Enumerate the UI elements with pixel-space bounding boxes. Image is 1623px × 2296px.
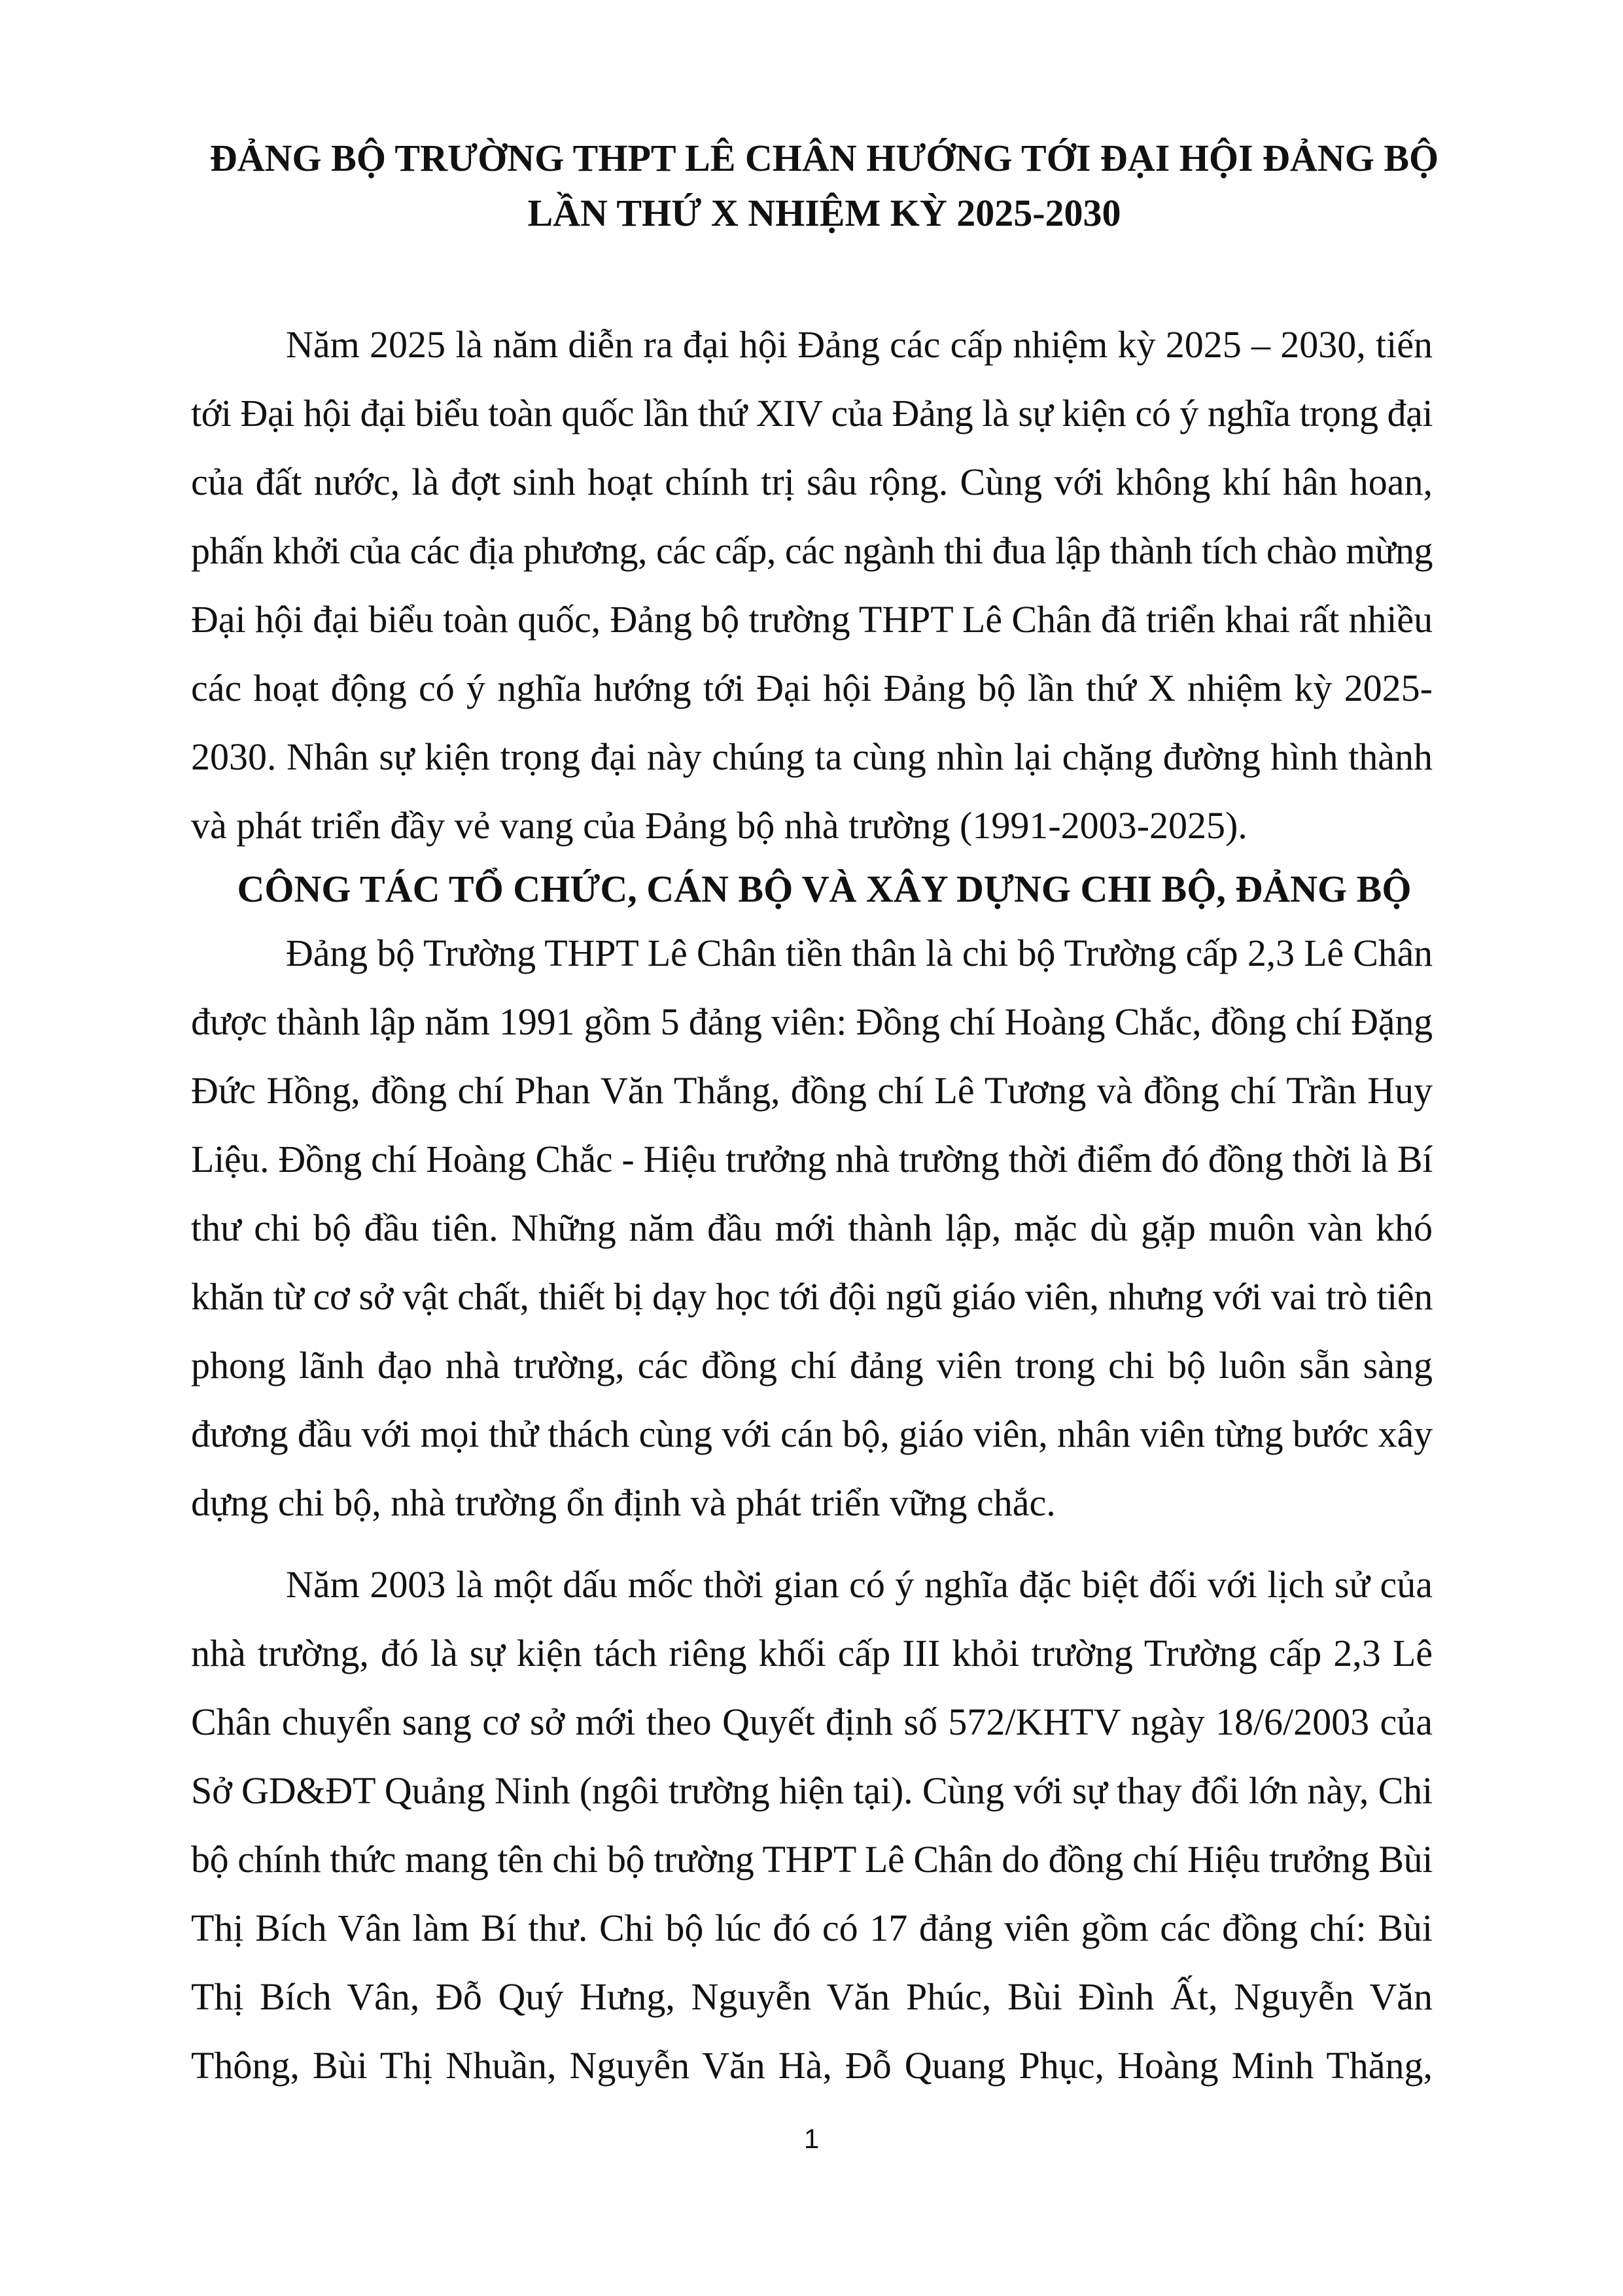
paragraph-3-line: Sở GD&ĐT Quảng Ninh (ngôi trường hiện tại). Cùng với sự thay đổi lớn này, Chi xyxy=(191,1769,1433,1812)
paragraph-3-line: Thị Bích Vân, Đỗ Quý Hưng, Nguyễn Văn Phúc, Bùi Đình Ất, Nguyễn Văn xyxy=(191,1975,1433,2018)
paragraph-1-line: các hoạt động có ý nghĩa hướng tới Đại hội Đảng bộ lần thứ X nhiệm kỳ 2025- xyxy=(191,667,1433,709)
title-line-1: ĐẢNG BỘ TRƯỜNG THPT LÊ CHÂN HƯỚNG TỚI ĐẠI HỘI ĐẢNG BỘ xyxy=(209,137,1439,179)
page-number: 1 xyxy=(803,2123,820,2154)
title-line-2: LẦN THỨ X NHIỆM KỲ 2025-2030 xyxy=(527,192,1121,234)
paragraph-1-line: 2030. Nhân sự kiện trọng đại này chúng ta cùng nhìn lại chặng đường hình thành xyxy=(191,735,1433,778)
paragraph-3-line: Chân chuyển sang cơ sở mới theo Quyết định số 572/KHTV ngày 18/6/2003 của xyxy=(191,1701,1433,1743)
paragraph-2-line: Đức Hồng, đồng chí Phan Văn Thắng, đồng chí Lê Tương và đồng chí Trần Huy xyxy=(191,1069,1433,1112)
paragraph-2-line: Liệu. Đồng chí Hoàng Chắc - Hiệu trưởng nhà trường thời điểm đó đồng thời là Bí xyxy=(191,1138,1433,1180)
paragraph-2-line: khăn từ cơ sở vật chất, thiết bị dạy học tới đội ngũ giáo viên, nhưng với vai trò tiên xyxy=(191,1275,1433,1318)
paragraph-3-line: nhà trường, đó là sự kiện tách riêng khối cấp III khỏi trường Trường cấp 2,3 Lê xyxy=(191,1632,1433,1674)
paragraph-1-line: phấn khởi của các địa phương, các cấp, các ngành thi đua lập thành tích chào mừng xyxy=(191,529,1433,572)
paragraph-3-line: Thị Bích Vân làm Bí thư. Chi bộ lúc đó có 17 đảng viên gồm các đồng chí: Bùi xyxy=(191,1907,1433,1949)
paragraph-1-line: của đất nước, là đợt sinh hoạt chính trị sâu rộng. Cùng với không khí hân hoan, xyxy=(191,461,1433,503)
paragraph-1-line: Năm 2025 là năm diễn ra đại hội Đảng các cấp nhiệm kỳ 2025 – 2030, tiến xyxy=(286,323,1433,366)
paragraph-2-line: được thành lập năm 1991 gồm 5 đảng viên: Đồng chí Hoàng Chắc, đồng chí Đặng xyxy=(191,1000,1433,1043)
paragraph-2-line: phong lãnh đạo nhà trường, các đồng chí đảng viên trong chi bộ luôn sẵn sàng xyxy=(191,1344,1433,1386)
paragraph-1-line: tới Đại hội đại biểu toàn quốc lần thứ XIV của Đảng là sự kiện có ý nghĩa trọng đại xyxy=(191,392,1433,434)
paragraph-1-line: và phát triển đầy vẻ vang của Đảng bộ nhà trường (1991-2003-2025). xyxy=(191,804,1248,847)
paragraph-3-line: bộ chính thức mang tên chi bộ trường THPT Lê Chân do đồng chí Hiệu trưởng Bùi xyxy=(191,1838,1433,1881)
paragraph-3-line: Năm 2003 là một dấu mốc thời gian có ý nghĩa đặc biệt đối với lịch sử của xyxy=(286,1563,1433,1606)
paragraph-3-line: Thông, Bùi Thị Nhuần, Nguyễn Văn Hà, Đỗ Quang Phục, Hoàng Minh Thăng, xyxy=(191,2044,1433,2087)
paragraph-2-line: đương đầu với mọi thử thách cùng với cán bộ, giáo viên, nhân viên từng bước xây xyxy=(191,1413,1433,1455)
section-heading: CÔNG TÁC TỔ CHỨC, CÁN BỘ VÀ XÂY DỰNG CHI BỘ, ĐẢNG BỘ xyxy=(237,868,1412,910)
paragraph-2-line: thư chi bộ đầu tiên. Những năm đầu mới thành lập, mặc dù gặp muôn vàn khó xyxy=(191,1207,1433,1249)
paragraph-2-line: Đảng bộ Trường THPT Lê Chân tiền thân là chi bộ Trường cấp 2,3 Lê Chân xyxy=(286,932,1433,974)
paragraph-1-line: Đại hội đại biểu toàn quốc, Đảng bộ trường THPT Lê Chân đã triển khai rất nhiều xyxy=(191,598,1433,641)
paragraph-2-line: dựng chi bộ, nhà trường ổn định và phát triển vững chắc. xyxy=(191,1481,1056,1524)
document-title xyxy=(183,131,1465,241)
